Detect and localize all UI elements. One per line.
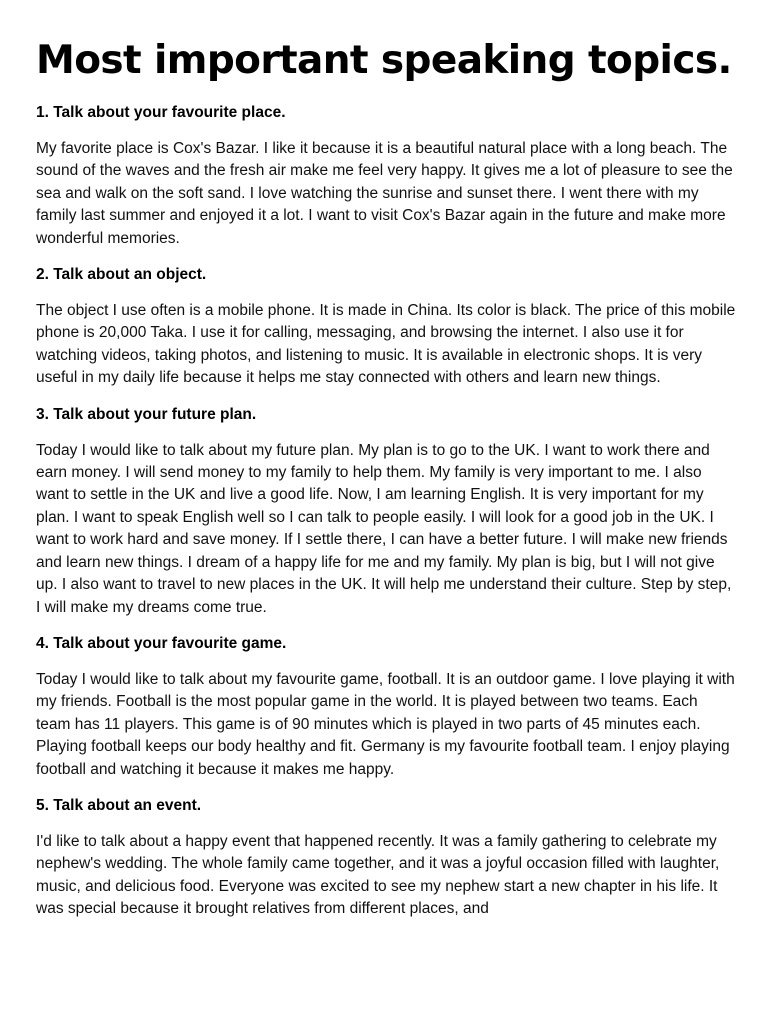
section-heading: 5. Talk about an event. — [36, 796, 202, 814]
section-heading: 2. Talk about an object. — [36, 266, 207, 284]
section-favourite-place — [36, 102, 736, 250]
section-object — [36, 264, 736, 390]
section-body: The object I use often is a mobile phone. It is made in China. Its color is black. The price of this mobile phone is 20,000 Taka. I use it for calling, messaging, and browsing the internet. I also use it for watching videos, taking photos, and listening to music. It is available in electronic shops. It is very useful in my daily life because it helps me stay connected with others and learn new things. — [36, 302, 736, 387]
section-body: Today I would like to talk about my future plan. My plan is to go to the UK. I want to work there and earn money. I will send money to my family to help them. My family is very important to me. I also want to settle in the UK and live a good life. Now, I am learning English. It is very important for my plan. I want to speak English well so I can talk to people easily. I will look for a good job in the UK. I want to work hard and save money. If I settle there, I can have a better future. I will make new friends and learn new things. I dream of a happy life for me and my family. My plan is big, but I will not give up. I also want to travel to new places in the UK. It will help me understand their culture. Step by step, I will make my dreams come true. — [36, 441, 732, 616]
section-favourite-game — [36, 633, 736, 781]
section-heading: 1. Talk about your favourite place. — [36, 104, 286, 121]
document-page — [36, 38, 736, 935]
section-event — [36, 795, 736, 921]
section-heading: 3. Talk about your future plan. — [36, 405, 257, 423]
section-body: Today I would like to talk about my favourite game, football. It is an outdoor game. I love playing it with my friends. Football is the most popular game in the world. It is played between two teams. Each team has 11 players. This game is of 90 minutes which is played in two parts of 45 minutes each. Playing football keeps our body healthy and fit. Germany is my favourite football team. I enjoy playing football and watching it because it makes me happy. — [36, 670, 735, 778]
page-title: Most important speaking topics. — [36, 38, 732, 83]
section-body: I'd like to talk about a happy event that happened recently. It was a family gathering to celebrate my nephew's wedding. The whole family came together, and it was a joyful occasion filled with laughter, music, and delicious food. Everyone was excited to see my nephew start a new chapter in his life. It was special because it brought relatives from different places, and — [36, 832, 720, 918]
section-heading: 4. Talk about your favourite game. — [36, 634, 287, 652]
section-future-plan — [36, 404, 736, 619]
section-body: My favorite place is Cox's Bazar. I like it because it is a beautiful natural place with a long beach. The sound of the waves and the fresh air make me feel very happy. It gives me a lot of pleasure to see the sea and walk on the soft sand. I love watching the sunrise and sunset there. I went there with my family last summer and enjoyed it a lot. I want to visit Cox's Bazar again in the future and make more wonderful memories. — [36, 140, 733, 247]
